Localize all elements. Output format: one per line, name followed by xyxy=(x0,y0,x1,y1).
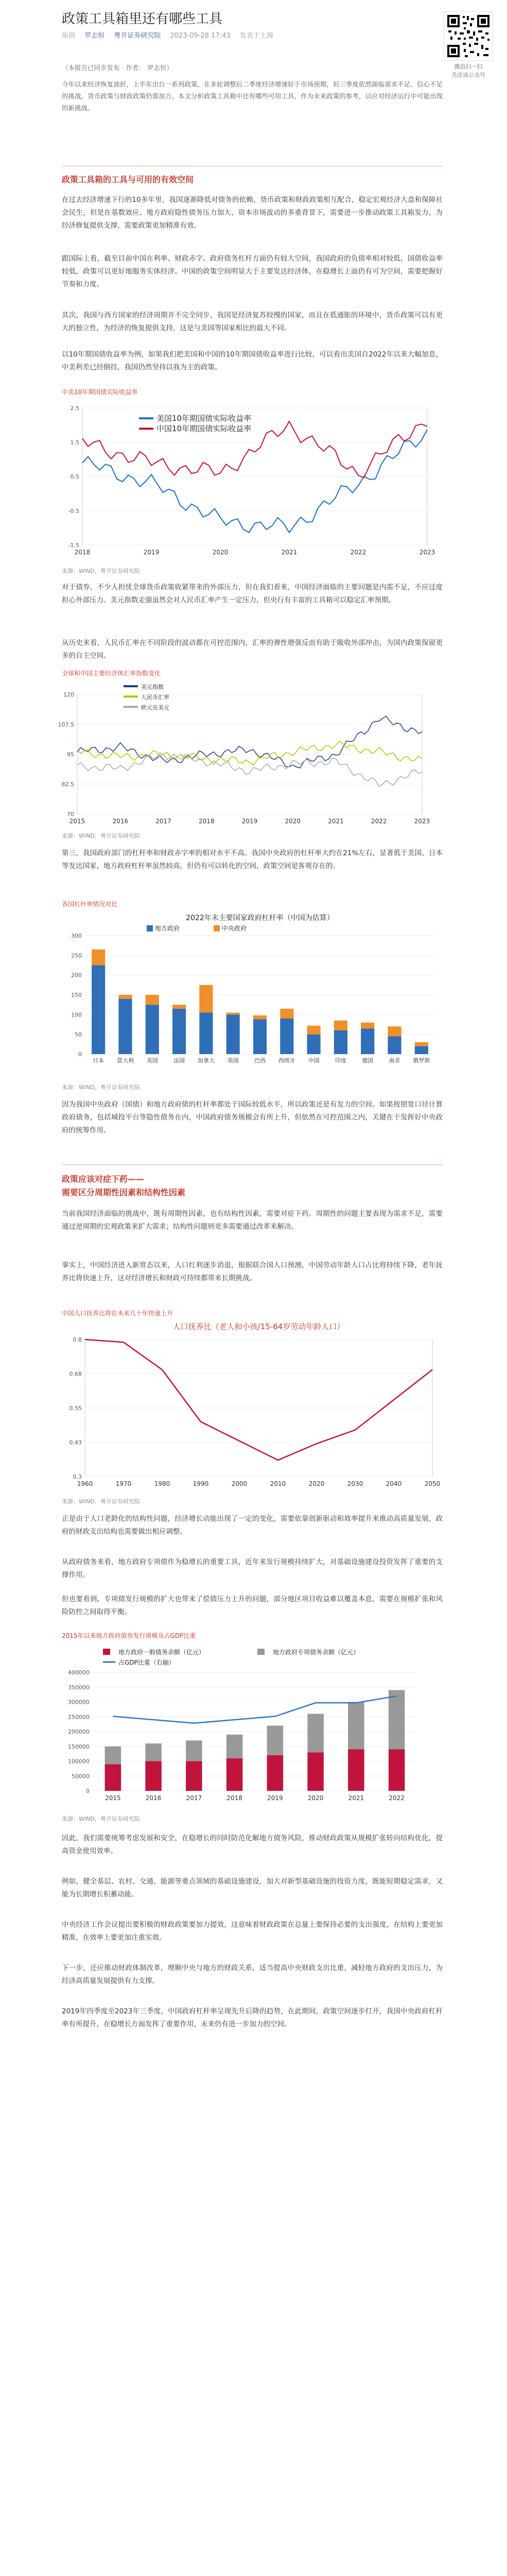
bar-1 xyxy=(172,1005,186,1009)
x-tick-label: 法国 xyxy=(173,1057,185,1064)
x-tick-label: 2023 xyxy=(419,549,435,556)
y-tick-label: 120 xyxy=(63,691,74,698)
y-tick-label: 0 xyxy=(78,1051,82,1058)
bar-general xyxy=(267,1755,284,1791)
chart-title: 2022年末主要国家政府杠杆率（中国为估算） xyxy=(186,914,334,922)
y-tick-label: 107.5 xyxy=(58,721,74,728)
y-tick-label: 82.5 xyxy=(61,781,74,788)
s2c-paragraph-3: 中央经济工作会议提出要积极的财政政策要加力提效，这意味着财政政策在总量上要保持必要的支出强度，在结构上要更加精准，在效率上要更加注重实效。 xyxy=(62,1921,443,1942)
y-tick-label: 250 xyxy=(71,952,82,959)
bar-special xyxy=(105,1747,121,1765)
s2b-paragraph-3: 但也要看到，专项债发行规模的扩大也带来了偿债压力上升的问题，部分地区项目收益难以覆盖本息，需要在规模扩张和风险防控之间取得平衡。 xyxy=(62,1595,443,1616)
x-tick-label: 2015 xyxy=(69,818,85,825)
bar-0 xyxy=(199,1013,213,1055)
x-tick-label: 2020 xyxy=(308,1480,325,1487)
fig3-chart xyxy=(62,910,443,1080)
fig4-label: 中国人口抚养比将在未来几十年快速上升 xyxy=(62,1310,173,1317)
x-tick-label: 2015 xyxy=(105,1794,121,1802)
y-tick-label: 150 xyxy=(71,992,82,998)
bar-1 xyxy=(307,1026,321,1035)
y-tick-label: 1.5 xyxy=(70,439,79,446)
legend-label-0: 美元指数 xyxy=(141,684,164,690)
x-tick-label: 2016 xyxy=(112,818,129,825)
bar-0 xyxy=(415,1046,428,1054)
fig4-source: 来源：WIND，粤开证券研究院 xyxy=(62,1498,140,1505)
s1b-paragraph-2: 从历史来看，人民币汇率在不同阶段的波动都在可控范围内，汇率的弹性增强反而有助于吸收外部冲击，为国内政策保留更多的自主空间。 xyxy=(62,639,443,660)
s2b-paragraph-2: 从政府债务来看，地方政府专项债作为稳增长的重要工具，近年来发行规模持续扩大，对基础设施建设投资发挥了重要的支撑作用。 xyxy=(62,1558,443,1579)
x-tick-label: 2000 xyxy=(231,1480,248,1487)
section1-title: 政策工具箱的工具与可用的有效空间 xyxy=(62,175,194,184)
qr-code-image xyxy=(444,12,493,60)
legend-swatch-1 xyxy=(214,925,220,931)
bar-special xyxy=(307,1714,324,1753)
s1-paragraph-4: 以10年期国债收益率为例，如果我们把美国和中国的10年期国债收益率进行比较，可以看出美国自2022年以来大幅加息，中美利差已经倒挂，我国仍然坚持以我为主的政策。 xyxy=(62,350,443,371)
section2-title-2: 需要区分周期性因素和结构性因素 xyxy=(62,1188,186,1197)
fig5-chart xyxy=(62,1641,443,1811)
bar-1 xyxy=(388,1026,401,1036)
s2c-paragraph-4: 下一步，还应推动财政体制改革，理顺中央与地方的财政关系，适当提高中央财政支出比重，减轻地方政府的支出压力，为经济高质量发展提供有力支撑。 xyxy=(62,1964,443,1985)
x-tick-label: 2020 xyxy=(307,1794,324,1802)
x-tick-label: 2018 xyxy=(226,1794,242,1802)
bar-0 xyxy=(307,1035,321,1054)
bar-special xyxy=(186,1740,202,1761)
x-tick-label: 日本 xyxy=(93,1057,104,1064)
x-tick-label: 2019 xyxy=(267,1794,283,1802)
x-tick-label: 2017 xyxy=(155,818,171,825)
x-tick-label: 意大利 xyxy=(116,1057,134,1064)
fig2-source: 来源：WIND，粤开证券研究院 xyxy=(62,833,140,839)
s1-paragraph-1: 在过去经济增速下行的10多年里，我国逐渐降低对债务的依赖，货币政策和财政政策相互配合，稳定宏观经济大盘和保障社会民生，但是在基数效应、地方政府隐性债务压力加大、资本市场波动的多重背景下，需要进一步推动政策工具箱发力，为经济修复提供支撑，需要政策更加精准有效。 xyxy=(62,196,443,230)
y-tick-label: 0.3 xyxy=(73,1473,82,1480)
s2c-paragraph-1: 因此，我们需要统筹考虑发展和安全，在稳增长的同时防范化解地方债务风险，推动财政政策从规模扩张转向结构优化，提高资金使用效率。 xyxy=(62,1834,443,1855)
x-tick-label: 2050 xyxy=(424,1480,441,1487)
y-tick-label: 0.68 xyxy=(69,1370,82,1378)
fig3-source: 来源：WIND，粤开证券研究院 xyxy=(62,1084,140,1091)
y-tick-label: 400000 xyxy=(68,1669,90,1676)
qr-caption-line2: 关注该公众号 xyxy=(451,72,485,78)
bar-0 xyxy=(172,1009,186,1054)
publish-location: 发表于上海 xyxy=(239,32,273,40)
legend-swatch-0 xyxy=(103,1649,110,1655)
bar-1 xyxy=(415,1042,428,1046)
legend-label-1: 中央政府 xyxy=(222,925,247,932)
bar-0 xyxy=(146,1005,159,1054)
qr-code xyxy=(444,11,493,61)
x-tick-label: 2020 xyxy=(212,549,229,556)
legend-label-1: 人民币汇率 xyxy=(141,694,169,701)
x-tick-label: 2030 xyxy=(347,1480,363,1487)
bar-1 xyxy=(334,1021,347,1030)
y-tick-label: 250000 xyxy=(68,1714,90,1721)
y-tick-label: -1.5 xyxy=(68,542,79,549)
fig4-chart xyxy=(62,1319,443,1494)
y-tick-label: 50 xyxy=(75,1031,82,1038)
section2-title-1: 政策应该对症下药—— xyxy=(62,1174,145,1184)
chart-title: 人口抚养比（老人和小孩/15-64岁劳动年龄人口） xyxy=(172,1322,345,1331)
x-tick-label: 2021 xyxy=(281,549,298,556)
x-tick-label: 1970 xyxy=(115,1480,132,1487)
y-tick-label: 0.55 xyxy=(69,1405,82,1412)
bar-0 xyxy=(361,1028,374,1054)
bar-special xyxy=(348,1702,364,1750)
legend-swatch-1 xyxy=(257,1649,265,1655)
bar-general xyxy=(105,1764,121,1791)
x-tick-label: 2016 xyxy=(145,1794,162,1802)
bar-1 xyxy=(118,995,132,999)
original-tag: 原创 xyxy=(62,32,76,40)
fig3-label: 各国杠杆率情况对比 xyxy=(62,901,118,908)
bar-1 xyxy=(226,1013,240,1015)
x-tick-label: 中国 xyxy=(308,1057,320,1064)
s1-paragraph-2: 跟国际上看，截至目前中国在利率、财政赤字、政府债务杠杆方面仍有较大空间，我国政府的负债率相对较低，国债收益率较低，政策可以更好地服务实体经济。中国的政策空间明显大于主要发达经济体，在稳增长上面仍有可为空间，需要把握好节奏和力度。 xyxy=(62,255,443,289)
y-tick-label: 300 xyxy=(71,933,82,939)
x-tick-label: 2022 xyxy=(389,1794,405,1802)
fig5-label: 2015年以来地方政府债券发行规模及占GDP比重 xyxy=(62,1632,196,1639)
bar-1 xyxy=(146,995,159,1005)
s2c-paragraph-2: 例如，健全基层、农村、交通、能源等重点领域的基础设施建设，加大对新型基础设施的投资力度，既能短期稳定需求，又能为长期增长积蓄动能。 xyxy=(62,1877,443,1899)
bar-general xyxy=(307,1752,324,1791)
bar-1 xyxy=(199,985,213,1013)
x-tick-label: 南非 xyxy=(389,1057,400,1064)
intro-note: （本报告已同步发布 · 作者： 罗志恒） xyxy=(62,64,173,72)
fig2-label: 全球和中国主要经济体汇率指数变化 xyxy=(62,670,161,677)
bar-0 xyxy=(92,965,105,1055)
y-tick-label: 100000 xyxy=(68,1758,90,1765)
s1-paragraph-3: 其次，我国与西方国家的经济周期并不完全同步，我国是经济复苏较慢的国家，而且在低通胀的环境中，货币政策可以有更大的独立性，为经济的恢复提供支持，这是与美国等国家相比的最大不同。 xyxy=(62,311,443,332)
fig1-source: 来源：WIND，粤开证券研究院 xyxy=(62,568,140,574)
bar-special xyxy=(267,1726,284,1756)
fig2-chart xyxy=(58,679,443,828)
y-tick-label: 95 xyxy=(67,751,74,758)
s1b-paragraph-1: 对于债券，不少人担忧全球货币政策收紧带来的外部压力，但在我们看来，中国经济面临的主要问题是内需不足，不应过度担心外部压力。美元指数走强虽然会对人民币汇率产生一定压力，但央行有丰富的工具箱可以稳定汇率预期。 xyxy=(62,583,443,604)
legend-label-2: 占GDP比重（右轴） xyxy=(118,1659,175,1666)
x-tick-label: 2022 xyxy=(350,549,366,556)
author-name[interactable]: 罗志恒 xyxy=(84,32,105,40)
s2b-paragraph-1: 正是由于人口老龄化的结构性问题，经济增长动能出现了一定的变化，需要依靠创新驱动和效率提升来推动高质量发展，政府的财政支出结构也需要做出相应调整。 xyxy=(62,1515,443,1536)
x-tick-label: 2019 xyxy=(143,549,160,556)
x-tick-label: 2018 xyxy=(198,818,215,825)
bar-0 xyxy=(253,1020,267,1054)
x-tick-label: 2023 xyxy=(414,818,430,825)
y-tick-label: 2.5 xyxy=(70,405,79,412)
y-tick-label: 0 xyxy=(86,1788,90,1794)
x-tick-label: 2020 xyxy=(285,818,301,825)
x-tick-label: 2017 xyxy=(186,1794,202,1802)
y-tick-label: 50000 xyxy=(72,1773,90,1780)
legend-label-0: 美国10年期国债实际收益率 xyxy=(156,414,252,423)
legend-label-1: 中国10年期国债实际收益率 xyxy=(156,424,252,433)
s2-paragraph-1: 当前我国经济面临的挑战中，既有周期性因素，也有结构性因素，需要对症下药。周期性的问题主要表现为需求不足，需要通过逆周期的宏观政策来扩大需求；结构性问题则更多需要通过改革来解决。 xyxy=(62,1210,443,1231)
bar-general xyxy=(389,1750,405,1791)
x-tick-label: 英国 xyxy=(227,1057,239,1064)
bar-general xyxy=(348,1750,364,1791)
y-tick-label: -0.5 xyxy=(68,507,79,515)
bar-special xyxy=(226,1735,243,1758)
x-tick-label: 俄罗斯 xyxy=(413,1057,430,1064)
article-title: 政策工具箱里还有哪些工具 xyxy=(62,11,223,27)
x-tick-label: 1960 xyxy=(77,1480,93,1487)
legend-label-2: 欧元兑美元 xyxy=(141,704,169,711)
x-tick-label: 2019 xyxy=(241,818,258,825)
qr-caption-line1: 微信扫一扫 xyxy=(454,63,483,70)
intro-paragraph: 今年以来经济恢复波折，上半年出台一系列政策，在多轮调整后二季度经济增速好于市场预期，但三季度依然面临需求不足、信心不足的挑战，货币政策与财政政策仍需加力。本文分析政策工具箱中还有哪些可用工具，作为未来政策的参考，以应对经济运行中可能出现的新挑战。 xyxy=(62,80,443,112)
x-tick-label: 巴西 xyxy=(254,1057,266,1064)
y-tick-label: 150000 xyxy=(68,1743,90,1750)
s1d-paragraph: 因为我国中央政府（国债）和地方政府债的杠杆率都处于国际较低水平，所以政策还是有发力的空间。如果按照宽口径计算政府债务，包括城投平台等隐性债务在内，中国政府债务规模会有所上升，但依然在可控范围之内，关键在于发挥好中央政府的统筹作用。 xyxy=(62,1100,443,1134)
bar-general xyxy=(226,1758,243,1791)
legend-swatch-0 xyxy=(147,925,153,931)
bar-0 xyxy=(388,1037,401,1055)
x-tick-label: 加拿大 xyxy=(197,1057,215,1064)
x-tick-label: 美国 xyxy=(146,1057,158,1064)
x-tick-label: 德国 xyxy=(362,1057,374,1064)
bar-1 xyxy=(361,1023,374,1029)
bar-0 xyxy=(118,999,132,1054)
article-meta xyxy=(62,30,281,40)
y-tick-label: 0.43 xyxy=(69,1439,82,1446)
x-tick-label: 1980 xyxy=(154,1480,170,1487)
x-tick-label: 2018 xyxy=(74,549,91,556)
legend-label-1: 地方政府专项债务余额（亿元） xyxy=(273,1649,360,1656)
y-tick-label: 100 xyxy=(71,1011,82,1019)
x-tick-label: 2022 xyxy=(371,818,387,825)
x-tick-label: 2040 xyxy=(386,1480,402,1487)
y-tick-label: 350000 xyxy=(68,1684,90,1691)
fig1-label: 中美10年期国债实际收益率 xyxy=(62,388,138,396)
y-tick-label: 70 xyxy=(67,811,74,818)
bar-0 xyxy=(226,1014,240,1054)
bar-general xyxy=(145,1761,162,1791)
legend-label-0: 地方政府 xyxy=(155,925,180,932)
s1c-paragraph: 第三，我国政府部门的杠杆率和财政赤字率的相对水平不高。我国中央政府的杠杆率大约在21%左右，显著低于美国、日本等发达国家，地方政府杠杆率虽然较高，但仍有可以转化的空间，政策空间是客观存在的。 xyxy=(62,849,443,870)
bar-0 xyxy=(334,1030,347,1054)
fig5-source: 来源：WIND，粤开证券研究院 xyxy=(62,1816,140,1822)
s2c-paragraph-5: 2019年四季度至2023年三季度，中国政府杠杆率呈现先升后降的趋势，在此期间，政策空间逐步打开，我国中央政府杠杆率有所提升，在稳增长方面发挥了重要作用，未来仍有进一步加力的空间。 xyxy=(62,2007,443,2028)
y-tick-label: 200 xyxy=(71,972,82,979)
x-tick-label: 1990 xyxy=(193,1480,209,1487)
y-tick-label: 0.8 xyxy=(73,1336,82,1343)
s2-paragraph-2: 事实上，中国经济进入新常态以来，人口红利逐步消退，根据联合国人口预测，中国劳动年龄人口占比将持续下降，老年抚养比将快速上升，这对经济增长和财政可持续都带来长期挑战。 xyxy=(62,1261,443,1282)
y-tick-label: 200000 xyxy=(68,1728,90,1735)
legend-label-0: 地方政府一般债务余额（亿元） xyxy=(118,1649,205,1656)
fig1-chart xyxy=(62,398,443,563)
bar-0 xyxy=(280,1019,293,1054)
bar-1 xyxy=(92,950,105,965)
bar-special xyxy=(389,1690,405,1750)
publish-date: 2023-09-28 17:43 xyxy=(170,32,231,40)
x-tick-label: 2021 xyxy=(328,818,344,825)
x-tick-label: 2021 xyxy=(348,1794,364,1802)
bar-general xyxy=(186,1761,202,1791)
y-tick-label: 0.5 xyxy=(70,473,79,480)
bar-1 xyxy=(253,1015,267,1020)
x-tick-label: 西班牙 xyxy=(278,1057,295,1064)
bar-special xyxy=(145,1743,162,1761)
y-tick-label: 300000 xyxy=(68,1699,90,1706)
account-name[interactable]: 粤开证券研究院 xyxy=(114,32,161,40)
divider-2 xyxy=(62,1164,443,1165)
qr-caption xyxy=(435,63,502,79)
x-tick-label: 2010 xyxy=(270,1480,286,1487)
bar-1 xyxy=(280,1009,293,1019)
x-tick-label: 印度 xyxy=(335,1057,346,1064)
